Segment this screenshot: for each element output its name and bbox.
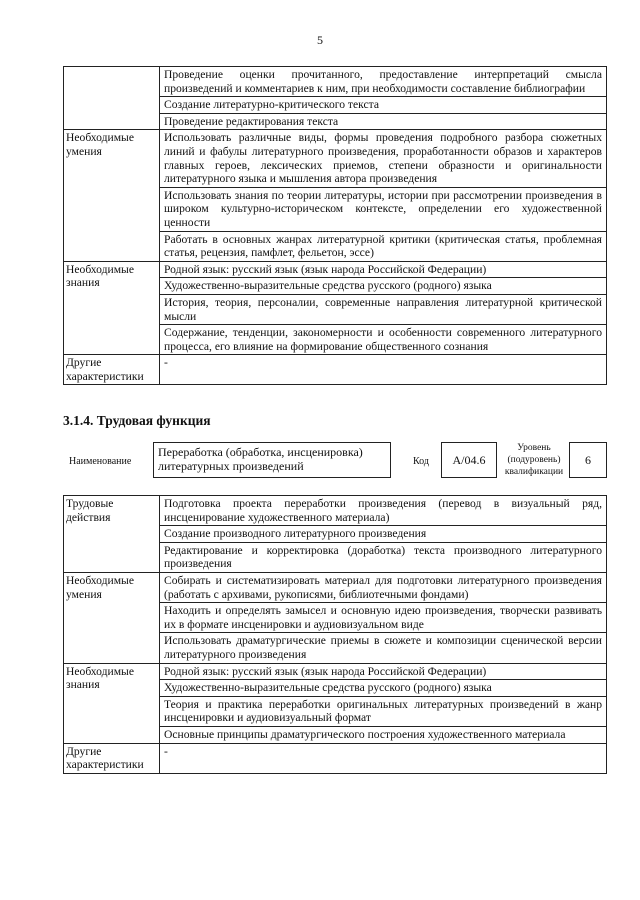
name-value: Переработка (обработка, инсценировка) литературных произведений [153,442,391,478]
competency-table-2 [63,495,607,774]
table-cell: Родной язык: русский язык (язык народа Российской Федерации) [160,663,607,680]
row-label: Необходимые умения [64,572,160,663]
table-cell: - [160,355,607,385]
table-cell: Создание литературно-критического текста [160,97,607,114]
table-cell: Редактирование и корректировка (доработка) текста производного литературного произведения [160,542,607,572]
table-cell: Работать в основных жанрах литературной критики (критическая статья, проблемная статья, рецензия, памфлет, фельетон, эссе) [160,231,607,261]
code-value: A/04.6 [441,442,497,478]
table-cell: Художественно-выразительные средства русского (родного) языка [160,278,607,295]
row-label: Другие характеристики [64,355,160,385]
table-row [64,261,607,278]
table-cell: Создание производного литературного произведения [160,526,607,543]
row-label: Другие характеристики [64,743,160,773]
table-row [64,663,607,680]
table-cell: Художественно-выразительные средства русского (родного) языка [160,680,607,697]
function-header [63,440,607,486]
table-row [64,572,607,602]
row-label: Необходимые знания [64,261,160,355]
table-cell: Основные принципы драматургического построения художественного материала [160,726,607,743]
table-cell: Использовать различные виды, формы проведения подробного разбора сюжетных линий и фабулы литературного произведения, проработанности образов и характеров главных героев, лексических приемов, степени образности и оригинальности литературного языка и мышления автора произведения [160,130,607,187]
row-label: Необходимые умения [64,130,160,261]
level-value: 6 [569,442,607,478]
table-row [64,496,607,526]
table-cell: Собирать и систематизировать материал для подготовки литературного произведения (работать с архивами, рукописями, библиотечными фондами) [160,572,607,602]
row-label: Трудовые действия [64,496,160,573]
code-label: Код [413,456,429,467]
table-cell: Родной язык: русский язык (язык народа Российской Федерации) [160,261,607,278]
table-cell: - [160,743,607,773]
table-cell: Теория и практика переработки оригинальных литературных произведений в жанр инсценировки и аудиовизуальный формат [160,696,607,726]
table-cell: Подготовка проекта переработки произведения (перевод в визуальный ряд, инсценирование художественного материала) [160,496,607,526]
table-row [64,130,607,187]
table-cell: Использовать драматургические приемы в сюжете и композиции сценической версии литературного произведения [160,633,607,663]
table-cell: Проведение оценки прочитанного, предоставление интерпретаций смысла произведений и комментариев к ним, при необходимости составление библиографии [160,67,607,97]
table-cell: Использовать знания по теории литературы, истории при рассмотрении произведения в широком культурно-историческом контексте, определении его художественной ценности [160,187,607,231]
table-row [64,355,607,385]
row-label [64,67,160,130]
row-label: Необходимые знания [64,663,160,743]
name-label: Наименование [69,456,132,467]
table-cell: Содержание, тенденции, закономерности и особенности современного литературного процесса, его влияние на формирование общественного сознания [160,325,607,355]
level-label: Уровень (подуровень) квалификации [504,443,564,477]
table-cell: Находить и определять замысел и основную идею произведения, творчески развивать их в формате инсценировки и аудиовизуальном виде [160,603,607,633]
page-number: 5 [317,33,323,47]
table-cell: Проведение редактирования текста [160,113,607,130]
section-title: 3.1.4. Трудовая функция [63,413,211,428]
table-cell: История, теория, персоналии, современные направления литературной критической мысли [160,294,607,324]
table-row [64,67,607,97]
competency-table-1 [63,66,607,385]
table-row [64,743,607,773]
